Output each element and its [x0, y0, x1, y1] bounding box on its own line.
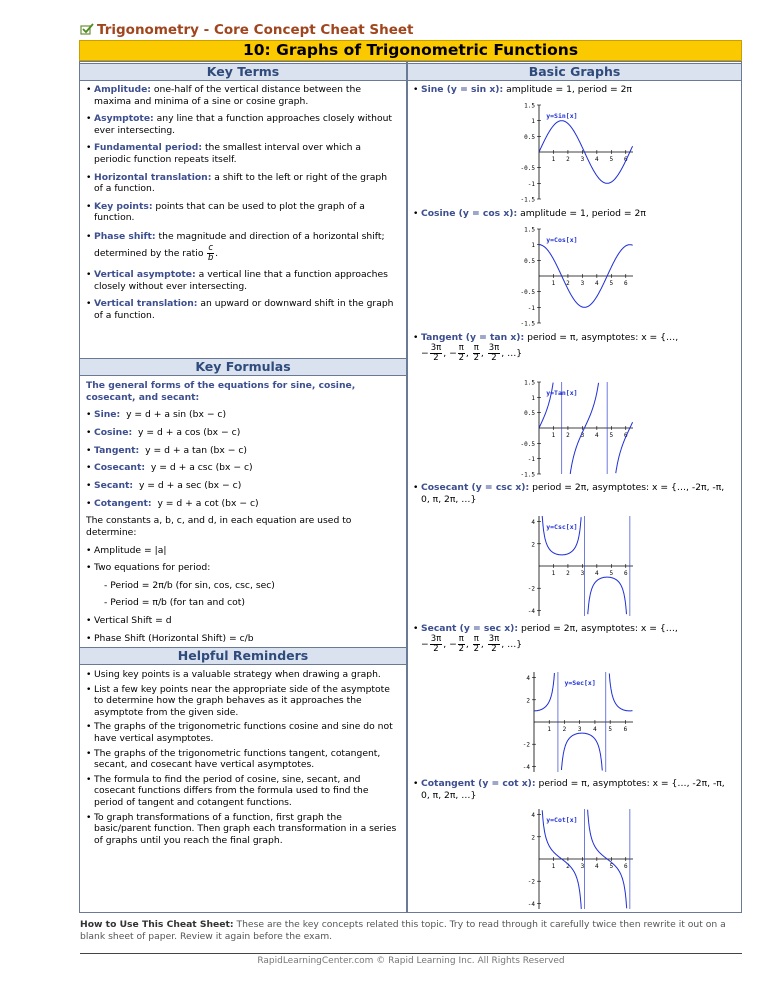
x-tick-label: 1	[551, 863, 556, 870]
period-formula: - Period = 2π/b (for sin, cos, csc, sec)	[104, 579, 275, 591]
fraction: $\frac{3\pi}{2}$	[488, 342, 500, 363]
list-item: • Cosine: y = d + a cos (bx − c)	[86, 427, 398, 439]
curve-label: y=Cot[x]	[546, 816, 578, 824]
sine-graph	[515, 101, 635, 203]
x-tick-label: 3	[580, 156, 585, 163]
list-item: • Sine: y = d + a sin (bx − c)	[86, 409, 398, 421]
ratio-fraction: $\frac{c}{b}$	[208, 242, 214, 263]
x-tick-label: 6	[623, 726, 628, 733]
list-item: • Cotangent: y = d + a cot (bx − c)	[86, 498, 398, 510]
y-tick-label: -2	[527, 585, 535, 593]
x-tick-label: 6	[623, 863, 628, 870]
sheet-title	[80, 22, 413, 38]
y-tick-label: 4	[526, 675, 530, 683]
y-tick-label: 4	[531, 519, 535, 527]
x-tick-label: 5	[609, 156, 614, 163]
y-tick-label: -1	[527, 456, 535, 464]
cosecant-caption: • Cosecant (y = csc x): period = 2π, asymptotes: x = {…, -2π, -π, 0, π, 2π, …}	[413, 482, 733, 511]
y-tick-label: -1.5	[520, 471, 535, 478]
y-tick-label: -4	[527, 900, 535, 908]
y-tick-label: -1	[527, 180, 535, 188]
curve-label: y=Csc[x]	[546, 523, 578, 531]
list-item: • Amplitude = |a|	[86, 545, 398, 557]
fraction: $\frac{\pi}{2}$	[473, 342, 480, 363]
list-item: • Asymptote: any line that a function approaches closely without ever intersecting.	[86, 113, 398, 136]
y-tick-label: -1.5	[520, 320, 535, 327]
y-tick-label: -2	[527, 878, 535, 886]
column-divider	[406, 61, 408, 913]
x-tick-label: 4	[595, 156, 599, 163]
y-tick-label: -1	[527, 304, 535, 312]
x-tick-label: 6	[623, 156, 628, 163]
tangent-caption: • Tangent (y = tan x): period = π, asymptotes: x = {…, − $\frac{3\pi}{2}$ , − $\frac{\pi}{2}$ , $\frac{\pi}{2}$ , $\frac{3\pi}{2}$ , …}	[413, 332, 733, 369]
x-tick-label: 6	[623, 280, 628, 287]
x-tick-label: 4	[595, 432, 599, 439]
list-item: • Cosecant: y = d + a csc (bx − c)	[86, 462, 398, 474]
key-formulas-heading: Key Formulas	[80, 358, 406, 376]
y-tick-label: -2	[522, 741, 530, 749]
x-tick-label: 6	[623, 432, 628, 439]
x-tick-label: 1	[551, 156, 556, 163]
y-tick-label: 0.5	[524, 257, 535, 265]
footer-divider	[80, 953, 742, 954]
y-tick-label: 2	[531, 834, 535, 842]
asymptote-fractions: − $\frac{3\pi}{2}$ , − $\frac{\pi}{2}$ , $\frac{\pi}{2}$ , $\frac{3\pi}{2}$ , …}	[421, 342, 523, 363]
list-item: • The formula to find the period of cosine, sine, secant, and cosecant functions differs from the formula used to find the period of tangent and cotangent functions.	[86, 774, 398, 809]
list-item: • Phase Shift (Horizontal Shift) = c/b	[86, 633, 398, 645]
list-item: • The graphs of the trigonometric functions cosine and sine do not have vertical asymptotes.	[86, 721, 398, 744]
fraction: $\frac{3\pi}{2}$	[430, 633, 442, 654]
y-tick-label: -0.5	[520, 289, 535, 297]
y-tick-label: 0.5	[524, 410, 535, 418]
list-item: • Fundamental period: the smallest interval over which a periodic function repeats itself.	[86, 142, 398, 165]
basic-graphs-heading: Basic Graphs	[408, 63, 741, 81]
x-tick-label: 1	[547, 726, 552, 733]
formulas-intro: The general forms of the equations for sine, cosine, cosecant, and secant:	[86, 380, 356, 403]
tangent-graph	[515, 378, 635, 478]
x-tick-label: 3	[577, 726, 582, 733]
cosine-graph	[515, 225, 635, 327]
list-item: • The graphs of the trigonometric functions tangent, cotangent, secant, and cosecant have vertical asymptotes.	[86, 748, 398, 771]
curve-label: y=Tan[x]	[546, 389, 578, 397]
key-terms-list	[86, 84, 398, 327]
fraction: $\frac{\pi}{2}$	[473, 633, 480, 654]
list-item: • Using key points is a valuable strategy when drawing a graph.	[86, 669, 398, 681]
y-tick-label: -1.5	[520, 196, 535, 203]
y-tick-label: 0.5	[524, 133, 535, 141]
y-tick-label: 1.5	[524, 379, 535, 387]
cotangent-graph	[515, 805, 635, 913]
list-item: • Vertical asymptote: a vertical line that a function approaches closely without ever intersecting.	[86, 269, 398, 292]
reminders-list	[86, 669, 398, 849]
list-item: • Amplitude: one-half of the vertical distance between the maxima and minima of a sine or cosine graph.	[86, 84, 398, 107]
fraction: $\frac{\pi}{2}$	[458, 633, 465, 654]
y-tick-label: -4	[527, 607, 535, 615]
x-tick-label: 1	[551, 570, 556, 577]
x-tick-label: 2	[566, 280, 570, 287]
x-tick-label: 3	[580, 863, 585, 870]
y-tick-label: -0.5	[520, 165, 535, 173]
x-tick-label: 5	[609, 863, 614, 870]
x-tick-label: 1	[551, 280, 556, 287]
fraction: $\frac{\pi}{2}$	[458, 342, 465, 363]
list-item: • To graph transformations of a function, first graph the basic/parent function. Then graph each transformation in a series of graphs until you reach the final graph.	[86, 812, 398, 847]
y-tick-label: -0.5	[520, 440, 535, 448]
list-item: • Horizontal translation: a shift to the left or right of the graph of a function.	[86, 172, 398, 195]
curve-label: y=Sin[x]	[546, 112, 578, 120]
x-tick-label: 2	[566, 432, 570, 439]
x-tick-label: 5	[608, 726, 612, 733]
checkmark-logo-icon	[80, 23, 94, 35]
list-item: • Vertical translation: an upward or downward shift in the graph of a function.	[86, 298, 398, 321]
y-tick-label: 1.5	[524, 226, 535, 234]
x-tick-label: 6	[623, 570, 628, 577]
sine-caption: • Sine (y = sin x): amplitude = 1, period = 2π	[413, 84, 733, 102]
secant-caption: • Secant (y = sec x): period = 2π, asymptotes: x = {…, − $\frac{3\pi}{2}$ , − $\frac{\pi}{2}$ , $\frac{\pi}{2}$ , $\frac{3\pi}{2}$ , …}	[413, 623, 733, 660]
helpful-reminders-heading: Helpful Reminders	[80, 647, 406, 665]
y-tick-label: -4	[522, 763, 530, 771]
y-tick-label: 4	[531, 812, 535, 820]
x-tick-label: 4	[595, 863, 599, 870]
list-item: • Vertical Shift = d	[86, 615, 398, 627]
list-item: • Phase shift: the magnitude and direction of a horizontal shift; determined by the ratio $\frac{c}{b}$ .	[86, 230, 398, 263]
x-tick-label: 5	[609, 432, 614, 439]
x-tick-label: 4	[595, 280, 599, 287]
x-tick-label: 3	[580, 570, 585, 577]
y-tick-label: 1	[531, 118, 535, 126]
list-item: • Key points: points that can be used to plot the graph of a function.	[86, 201, 398, 224]
list-item: • Two equations for period:	[86, 562, 398, 574]
y-tick-label: 1	[531, 242, 535, 250]
x-tick-label: 5	[609, 280, 614, 287]
fraction: $\frac{3\pi}{2}$	[488, 633, 500, 654]
asymptote-fractions: − $\frac{3\pi}{2}$ , − $\frac{\pi}{2}$ , $\frac{\pi}{2}$ , $\frac{3\pi}{2}$ , …}	[421, 633, 523, 654]
curve-label: y=Sec[x]	[564, 679, 596, 687]
x-tick-label: 2	[566, 156, 570, 163]
y-tick-label: 1.5	[524, 102, 535, 110]
y-tick-label: 1	[531, 394, 535, 402]
x-tick-label: 4	[595, 570, 599, 577]
x-tick-label: 3	[580, 280, 585, 287]
list-item: • Tangent: y = d + a tan (bx − c)	[86, 445, 398, 457]
key-terms-heading: Key Terms	[80, 63, 406, 81]
fraction: $\frac{3\pi}{2}$	[430, 342, 442, 363]
x-tick-label: 2	[566, 570, 570, 577]
x-tick-label: 2	[562, 726, 567, 733]
copyright: RapidLearningCenter.com © Rapid Learning Inc. All Rights Reserved	[257, 956, 565, 966]
list-item: • List a few key points near the appropriate side of the asymptote to determine how the graph behaves as it approaches the asymptote from the given side.	[86, 684, 398, 719]
secant-graph	[510, 668, 635, 776]
period-formula: - Period = π/b (for tan and cot)	[104, 597, 245, 609]
cosecant-graph	[515, 512, 635, 620]
x-tick-label: 4	[593, 726, 597, 733]
x-tick-label: 1	[551, 432, 556, 439]
cosine-caption: • Cosine (y = cos x): amplitude = 1, period = 2π	[413, 208, 733, 226]
list-item: • Secant: y = d + a sec (bx − c)	[86, 480, 398, 492]
curve-label: y=Cos[x]	[546, 236, 578, 244]
y-tick-label: 2	[526, 697, 530, 705]
cotangent-caption: • Cotangent (y = cot x): period = π, asymptotes: x = {…, -2π, -π, 0, π, 2π, …}	[413, 778, 733, 807]
y-tick-label: 2	[531, 541, 535, 549]
constants-text: The constants a, b, c, and d, in each equation are used to determine:	[86, 515, 352, 538]
title-text: Trigonometry - Core Concept Cheat Sheet	[97, 22, 414, 38]
key-formulas-list	[86, 380, 398, 650]
x-tick-label: 3	[580, 432, 585, 439]
x-tick-label: 2	[566, 863, 570, 870]
x-tick-label: 5	[609, 570, 614, 577]
chapter-banner: 10: Graphs of Trigonometric Functions	[79, 40, 742, 61]
how-to-use-note: How to Use This Cheat Sheet: These are the key concepts related this topic. Try to read through it carefully twice then rewrite it out on a blank sheet of paper. Review it again before the exam.	[80, 919, 726, 942]
